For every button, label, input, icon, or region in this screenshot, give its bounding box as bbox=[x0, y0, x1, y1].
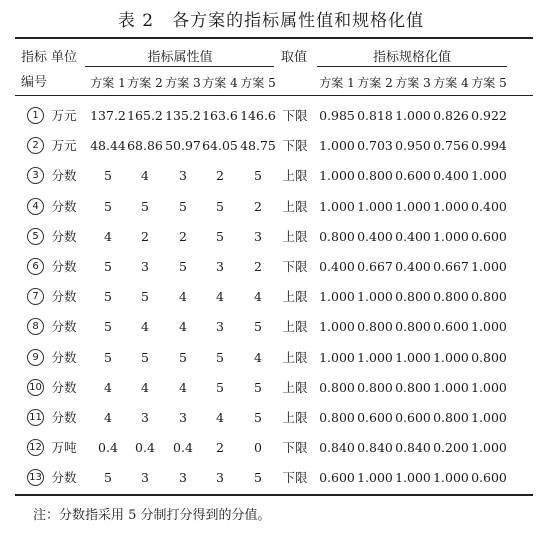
take-cell: 下限 bbox=[282, 470, 308, 486]
norm-value-cell: 0.840 bbox=[395, 440, 431, 456]
norm-value-cell: 1.000 bbox=[433, 198, 469, 214]
norm-value-cell: 1.000 bbox=[471, 410, 507, 425]
attr-value-cell: 3 bbox=[254, 228, 262, 244]
attr-value-cell: 5 bbox=[141, 289, 149, 305]
norm-value-cell: 0.840 bbox=[319, 440, 355, 456]
attr-value-cell: 5 bbox=[179, 259, 187, 274]
norm-value-cell: 0.800 bbox=[433, 289, 469, 305]
unit-cell: 分数 bbox=[51, 168, 77, 184]
attr-value-cell: 3 bbox=[179, 410, 187, 425]
norm-value-cell: 0.800 bbox=[357, 168, 393, 184]
norm-value-cell: 0.400 bbox=[357, 228, 393, 244]
row-index-badge: 13 bbox=[27, 469, 44, 486]
attr-value-cell: 2 bbox=[254, 259, 262, 274]
norm-value-cell: 0.922 bbox=[471, 108, 507, 123]
attr-value-cell: 64.05 bbox=[202, 138, 238, 154]
attr-scheme-header-4: 方案 4 bbox=[202, 76, 238, 90]
table-title: 表 2 各方案的指标属性值和规格化值 bbox=[117, 11, 425, 31]
header-norm-group: 指标规格化值 bbox=[372, 50, 452, 65]
attr-value-cell: 5 bbox=[104, 168, 112, 184]
row-index-badge: 11 bbox=[27, 409, 44, 426]
unit-cell: 万吨 bbox=[51, 440, 77, 456]
attr-value-cell: 3 bbox=[179, 470, 187, 486]
norm-value-cell: 0.200 bbox=[433, 440, 469, 456]
norm-value-cell: 0.800 bbox=[357, 319, 393, 335]
table-row bbox=[0, 131, 542, 161]
norm-value-cell: 1.000 bbox=[395, 349, 431, 365]
norm-value-cell: 0.400 bbox=[433, 168, 469, 184]
take-cell: 上限 bbox=[282, 289, 308, 305]
attr-value-cell: 5 bbox=[254, 410, 262, 425]
attr-value-cell: 4 bbox=[141, 319, 149, 335]
norm-value-cell: 0.800 bbox=[395, 289, 431, 305]
unit-cell: 分数 bbox=[51, 228, 77, 244]
row-index-badge: 4 bbox=[27, 198, 44, 215]
norm-value-cell: 0.985 bbox=[319, 108, 355, 123]
norm-value-cell: 1.000 bbox=[471, 259, 507, 274]
attr-value-cell: 2 bbox=[216, 440, 224, 456]
table-row bbox=[0, 282, 542, 312]
norm-value-cell: 0.800 bbox=[471, 349, 507, 365]
unit-cell: 分数 bbox=[51, 379, 77, 395]
norm-value-cell: 1.000 bbox=[395, 198, 431, 214]
attr-scheme-header-5: 方案 5 bbox=[240, 76, 276, 90]
attr-value-cell: 5 bbox=[104, 349, 112, 365]
take-cell: 上限 bbox=[282, 228, 308, 244]
attr-value-cell: 4 bbox=[216, 289, 224, 305]
attr-value-cell: 4 bbox=[179, 319, 187, 335]
table-row bbox=[0, 252, 542, 282]
norm-value-cell: 1.000 bbox=[395, 108, 431, 123]
attr-value-cell: 165.2 bbox=[127, 108, 163, 123]
norm-value-cell: 0.667 bbox=[357, 259, 393, 274]
table-row bbox=[0, 161, 542, 191]
norm-value-cell: 0.600 bbox=[471, 470, 507, 486]
norm-value-cell: 0.600 bbox=[471, 228, 507, 244]
unit-cell: 万元 bbox=[51, 138, 77, 154]
norm-value-cell: 0.600 bbox=[433, 319, 469, 335]
unit-cell: 分数 bbox=[51, 198, 77, 214]
norm-scheme-header-4: 方案 4 bbox=[433, 76, 469, 90]
take-cell: 上限 bbox=[282, 410, 308, 425]
header-attr-group: 指标属性值 bbox=[147, 50, 213, 65]
table-row bbox=[0, 403, 542, 433]
attr-value-cell: 5 bbox=[141, 349, 149, 365]
attr-value-cell: 5 bbox=[179, 198, 187, 214]
norm-scheme-header-1: 方案 1 bbox=[319, 76, 355, 90]
attr-value-cell: 5 bbox=[104, 259, 112, 274]
attr-value-cell: 0.4 bbox=[135, 440, 155, 456]
norm-group-rule bbox=[317, 66, 507, 67]
norm-value-cell: 1.000 bbox=[433, 228, 469, 244]
attr-value-cell: 5 bbox=[254, 319, 262, 335]
take-cell: 下限 bbox=[282, 138, 308, 154]
attr-value-cell: 3 bbox=[216, 259, 224, 274]
norm-value-cell: 1.000 bbox=[319, 168, 355, 184]
norm-value-cell: 1.000 bbox=[319, 138, 355, 154]
attr-value-cell: 5 bbox=[216, 228, 224, 244]
norm-value-cell: 0.600 bbox=[395, 168, 431, 184]
attr-value-cell: 5 bbox=[104, 470, 112, 486]
norm-value-cell: 0.400 bbox=[395, 228, 431, 244]
table-row bbox=[0, 101, 542, 131]
norm-value-cell: 0.600 bbox=[395, 410, 431, 425]
norm-value-cell: 1.000 bbox=[357, 349, 393, 365]
norm-value-cell: 0.600 bbox=[357, 410, 393, 425]
norm-value-cell: 0.400 bbox=[395, 259, 431, 274]
attr-value-cell: 4 bbox=[104, 228, 112, 244]
attr-value-cell: 2 bbox=[216, 168, 224, 184]
row-index-badge: 1 bbox=[27, 107, 44, 124]
attr-value-cell: 163.6 bbox=[202, 108, 238, 123]
attr-value-cell: 137.2 bbox=[90, 108, 126, 123]
attr-value-cell: 4 bbox=[179, 379, 187, 395]
attr-value-cell: 5 bbox=[104, 319, 112, 335]
norm-value-cell: 1.000 bbox=[433, 349, 469, 365]
attr-value-cell: 5 bbox=[254, 379, 262, 395]
attr-value-cell: 4 bbox=[104, 379, 112, 395]
table-row bbox=[0, 463, 542, 493]
attr-value-cell: 5 bbox=[254, 470, 262, 486]
take-cell: 上限 bbox=[282, 349, 308, 365]
table-row bbox=[0, 343, 542, 373]
norm-value-cell: 1.000 bbox=[319, 349, 355, 365]
attr-scheme-header-3: 方案 3 bbox=[165, 76, 201, 90]
norm-value-cell: 0.800 bbox=[471, 289, 507, 305]
attr-value-cell: 5 bbox=[104, 289, 112, 305]
norm-value-cell: 0.818 bbox=[357, 108, 393, 123]
row-index-badge: 3 bbox=[27, 167, 44, 184]
table-note: 注：分数指采用 5 分制打分得到的分值。 bbox=[33, 508, 271, 523]
attr-group-rule bbox=[85, 66, 274, 67]
norm-value-cell: 0.840 bbox=[357, 440, 393, 456]
norm-value-cell: 1.000 bbox=[357, 470, 393, 486]
row-index-badge: 6 bbox=[27, 258, 44, 275]
take-cell: 下限 bbox=[282, 108, 308, 123]
attr-value-cell: 3 bbox=[141, 259, 149, 274]
attr-scheme-header-1: 方案 1 bbox=[90, 76, 126, 90]
header-take: 取值 bbox=[280, 50, 308, 65]
attr-value-cell: 5 bbox=[216, 198, 224, 214]
norm-value-cell: 0.800 bbox=[433, 410, 469, 425]
unit-cell: 分数 bbox=[51, 349, 77, 365]
norm-value-cell: 0.667 bbox=[433, 259, 469, 274]
norm-value-cell: 1.000 bbox=[319, 198, 355, 214]
norm-value-cell: 1.000 bbox=[319, 289, 355, 305]
table-row bbox=[0, 433, 542, 463]
attr-value-cell: 48.75 bbox=[240, 138, 276, 154]
bottom-rule bbox=[15, 494, 533, 496]
attr-value-cell: 5 bbox=[254, 168, 262, 184]
attr-value-cell: 135.2 bbox=[165, 108, 201, 123]
attr-value-cell: 4 bbox=[216, 410, 224, 425]
norm-value-cell: 1.000 bbox=[471, 168, 507, 184]
row-index-badge: 8 bbox=[27, 318, 44, 335]
take-cell: 下限 bbox=[282, 259, 308, 274]
top-rule bbox=[15, 37, 533, 39]
norm-value-cell: 0.800 bbox=[357, 379, 393, 395]
attr-value-cell: 4 bbox=[141, 379, 149, 395]
attr-value-cell: 0.4 bbox=[98, 440, 118, 456]
attr-value-cell: 5 bbox=[179, 349, 187, 365]
norm-value-cell: 0.826 bbox=[433, 108, 469, 123]
attr-value-cell: 3 bbox=[179, 168, 187, 184]
table-row bbox=[0, 222, 542, 252]
norm-value-cell: 0.400 bbox=[471, 198, 507, 214]
unit-cell: 分数 bbox=[51, 470, 77, 486]
norm-value-cell: 0.400 bbox=[319, 259, 355, 274]
row-index-badge: 10 bbox=[27, 379, 44, 396]
header-index-line2: 编号 bbox=[21, 75, 48, 90]
norm-value-cell: 0.600 bbox=[319, 470, 355, 486]
norm-value-cell: 1.000 bbox=[395, 470, 431, 486]
take-cell: 上限 bbox=[282, 168, 308, 184]
attr-value-cell: 4 bbox=[141, 168, 149, 184]
attr-value-cell: 3 bbox=[141, 470, 149, 486]
attr-value-cell: 4 bbox=[254, 349, 262, 365]
unit-cell: 万元 bbox=[51, 108, 77, 123]
attr-value-cell: 3 bbox=[141, 410, 149, 425]
attr-value-cell: 5 bbox=[216, 349, 224, 365]
attr-value-cell: 50.97 bbox=[165, 138, 201, 154]
norm-scheme-header-3: 方案 3 bbox=[395, 76, 431, 90]
unit-cell: 分数 bbox=[51, 410, 77, 425]
attr-value-cell: 48.44 bbox=[90, 138, 126, 154]
norm-value-cell: 0.800 bbox=[319, 228, 355, 244]
header-rule bbox=[15, 95, 533, 96]
attr-value-cell: 0.4 bbox=[173, 440, 193, 456]
norm-value-cell: 0.756 bbox=[433, 138, 469, 154]
attr-value-cell: 4 bbox=[179, 289, 187, 305]
attr-value-cell: 68.86 bbox=[127, 138, 163, 154]
norm-value-cell: 1.000 bbox=[433, 379, 469, 395]
norm-value-cell: 1.000 bbox=[357, 289, 393, 305]
attr-value-cell: 0 bbox=[254, 440, 262, 456]
attr-value-cell: 2 bbox=[254, 198, 262, 214]
take-cell: 上限 bbox=[282, 379, 308, 395]
take-cell: 上限 bbox=[282, 319, 308, 335]
attr-value-cell: 146.6 bbox=[240, 108, 276, 123]
unit-cell: 分数 bbox=[51, 289, 77, 305]
attr-value-cell: 4 bbox=[254, 289, 262, 305]
norm-value-cell: 1.000 bbox=[357, 198, 393, 214]
norm-value-cell: 0.950 bbox=[395, 138, 431, 154]
row-index-badge: 12 bbox=[27, 439, 44, 456]
norm-value-cell: 0.800 bbox=[395, 319, 431, 335]
row-index-badge: 2 bbox=[27, 137, 44, 154]
row-index-badge: 9 bbox=[27, 349, 44, 366]
norm-value-cell: 1.000 bbox=[319, 319, 355, 335]
header-unit: 单位 bbox=[51, 50, 78, 65]
norm-value-cell: 1.000 bbox=[471, 440, 507, 456]
attr-value-cell: 5 bbox=[104, 198, 112, 214]
attr-value-cell: 5 bbox=[216, 379, 224, 395]
attr-value-cell: 3 bbox=[216, 470, 224, 486]
norm-value-cell: 0.703 bbox=[357, 138, 393, 154]
attr-value-cell: 2 bbox=[141, 228, 149, 244]
header-index-line1: 指标 bbox=[21, 50, 48, 65]
norm-scheme-header-5: 方案 5 bbox=[471, 76, 507, 90]
unit-cell: 分数 bbox=[51, 319, 77, 335]
table-row bbox=[0, 312, 542, 342]
norm-value-cell: 0.800 bbox=[319, 410, 355, 425]
norm-value-cell: 0.800 bbox=[319, 379, 355, 395]
take-cell: 下限 bbox=[282, 440, 308, 456]
attr-value-cell: 5 bbox=[141, 198, 149, 214]
norm-value-cell: 1.000 bbox=[433, 470, 469, 486]
table-row bbox=[0, 373, 542, 403]
norm-value-cell: 1.000 bbox=[471, 319, 507, 335]
norm-value-cell: 0.994 bbox=[471, 138, 507, 154]
norm-scheme-header-2: 方案 2 bbox=[357, 76, 393, 90]
table-row bbox=[0, 192, 542, 222]
attr-value-cell: 3 bbox=[216, 319, 224, 335]
unit-cell: 分数 bbox=[51, 259, 77, 274]
norm-value-cell: 0.800 bbox=[395, 379, 431, 395]
norm-value-cell: 1.000 bbox=[471, 379, 507, 395]
attr-scheme-header-2: 方案 2 bbox=[127, 76, 163, 90]
take-cell: 上限 bbox=[282, 198, 308, 214]
attr-value-cell: 4 bbox=[104, 410, 112, 425]
row-index-badge: 7 bbox=[27, 288, 44, 305]
attr-value-cell: 2 bbox=[179, 228, 187, 244]
row-index-badge: 5 bbox=[27, 228, 44, 245]
